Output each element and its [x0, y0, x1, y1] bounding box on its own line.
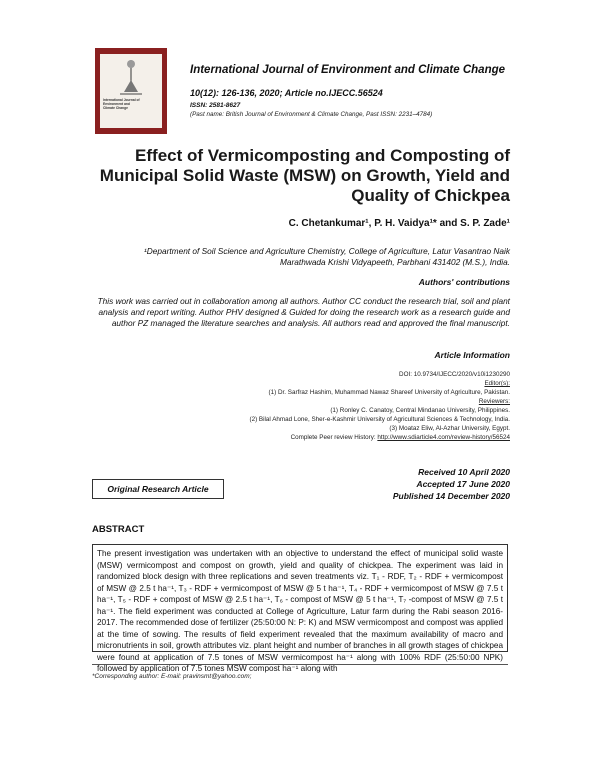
paper-title: Effect of Vermicomposting and Composting of Municipal Solid Waste (MSW) on Growth, Yield and Quality of Chickpea — [99, 146, 510, 205]
article-info-heading: Article Information — [434, 350, 510, 360]
history-label: Complete Peer review History: — [290, 434, 378, 441]
cover-inner — [100, 54, 162, 128]
abstract-text: The present investigation was undertaken with an objective to understand the effect of municipal solid waste (MSW) vermicompost and compost on growth, yield and quality of chickpea. The experiment was laid in randomized block design with three replications and seven treatments viz. T₁ - RDF, T₂ - RDF + vermicompost of MSW @ 2.5 t ha⁻¹, T₃ - RDF + vermicompost of MSW @ 5 t ha⁻¹, T₄ - RDF + vermicompost of MSW @ 7.5 t ha⁻¹, T₅ - RDF + compost of MSW @ 2.5 t ha⁻¹, T₆ - compost of MSW @ 5 t ha⁻¹, T₇ -compost of MSW @ 7.5 t ha⁻¹. The field experiment was conducted at College of Agriculture, Latur farm during the Rabi season 2016-2017. The recommended dose of fertilizer (25:50:00 N: P: K) and MSW vermicompost and compost was applied at the time of sowing. The results of field experiment revealed that the maximum availability of macro and micronutrients in soil, growth attributes viz. plant height and number of branches in all growth stages of chickpea were found at application of 7.5 tones of MSW vermicompost ha⁻¹ along with 100% RDF (25:50:00 NPK) followed by application of 7.5 tones MSW compost ha⁻¹ along with — [97, 549, 503, 673]
paper-authors: C. Chetankumar¹, P. H. Vaidya¹* and S. P. Zade¹ — [288, 218, 510, 229]
reviewer: (1) Ronley C. Canatoy, Central Mindanao University, Philippines. — [330, 407, 510, 414]
editor: (1) Dr. Sarfraz Hashim, Muhammad Nawaz Shareef University of Agriculture, Pakistan. — [268, 389, 510, 396]
accepted-date: Accepted 17 June 2020 — [416, 479, 510, 489]
cover-figure-icon — [100, 54, 162, 98]
cover-line: Environment and — [103, 102, 130, 107]
article-dates — [393, 466, 510, 502]
abstract-heading: ABSTRACT — [92, 524, 145, 535]
peer-review-history — [291, 434, 510, 441]
article-type-box: Original Research Article — [92, 479, 224, 499]
reviewer: (3) Moataz Eliw, Al-Azhar University, Egypt. — [389, 425, 510, 432]
reviewers-label: Reviewers: — [478, 398, 510, 405]
cover-title — [103, 98, 159, 111]
cover-line: Climate Change — [103, 106, 128, 111]
journal-past-name: (Past name: British Journal of Environment & Climate Change, Past ISSN: 2231–4784) — [190, 111, 433, 118]
contributions-text: This work was carried out in collaboration among all authors. Author CC conduct the research trial, soil and plant analysis and report writing. Author PHV designed & Guided for doing the research work as a research guide and author PZ managed the literature searches and analysis. All authors read and approved the final manuscript. — [97, 296, 510, 328]
corresponding-author-footnote: *Corresponding author: E-mail: pravinsmt@yahoo.com; — [92, 673, 252, 680]
journal-issn: ISSN: 2581-8627 — [190, 102, 241, 109]
author-affiliation: ¹Department of Soil Science and Agriculture Chemistry, College of Agriculture, Latur Vasantrao Naik Marathwada Krishi Vidyapeeth, Parbhani 431402 (M.S.), India. — [144, 246, 510, 267]
journal-name: International Journal of Environment and Climate Change — [190, 64, 506, 76]
published-date: Published 14 December 2020 — [392, 491, 510, 501]
cover-line: International Journal of — [103, 98, 140, 102]
received-date: Received 10 April 2020 — [418, 467, 510, 477]
footnote-divider — [92, 664, 508, 665]
reviewer: (2) Bilal Ahmad Lone, Sher-e-Kashmir University of Agricultural Sciences & Technology, India. — [249, 416, 510, 423]
journal-citation: 10(12): 126-136, 2020; Article no.IJECC.56524 — [190, 88, 383, 98]
doi: DOI: 10.9734/IJECC/2020/v10i1230290 — [399, 371, 510, 378]
abstract-box — [92, 544, 508, 673]
editors-label: Editor(s): — [484, 380, 510, 387]
history-link[interactable]: http://www.sdiarticle4.com/review-history/56524 — [377, 434, 510, 441]
contributions-heading: Authors' contributions — [418, 277, 510, 287]
journal-cover-image — [95, 48, 167, 134]
